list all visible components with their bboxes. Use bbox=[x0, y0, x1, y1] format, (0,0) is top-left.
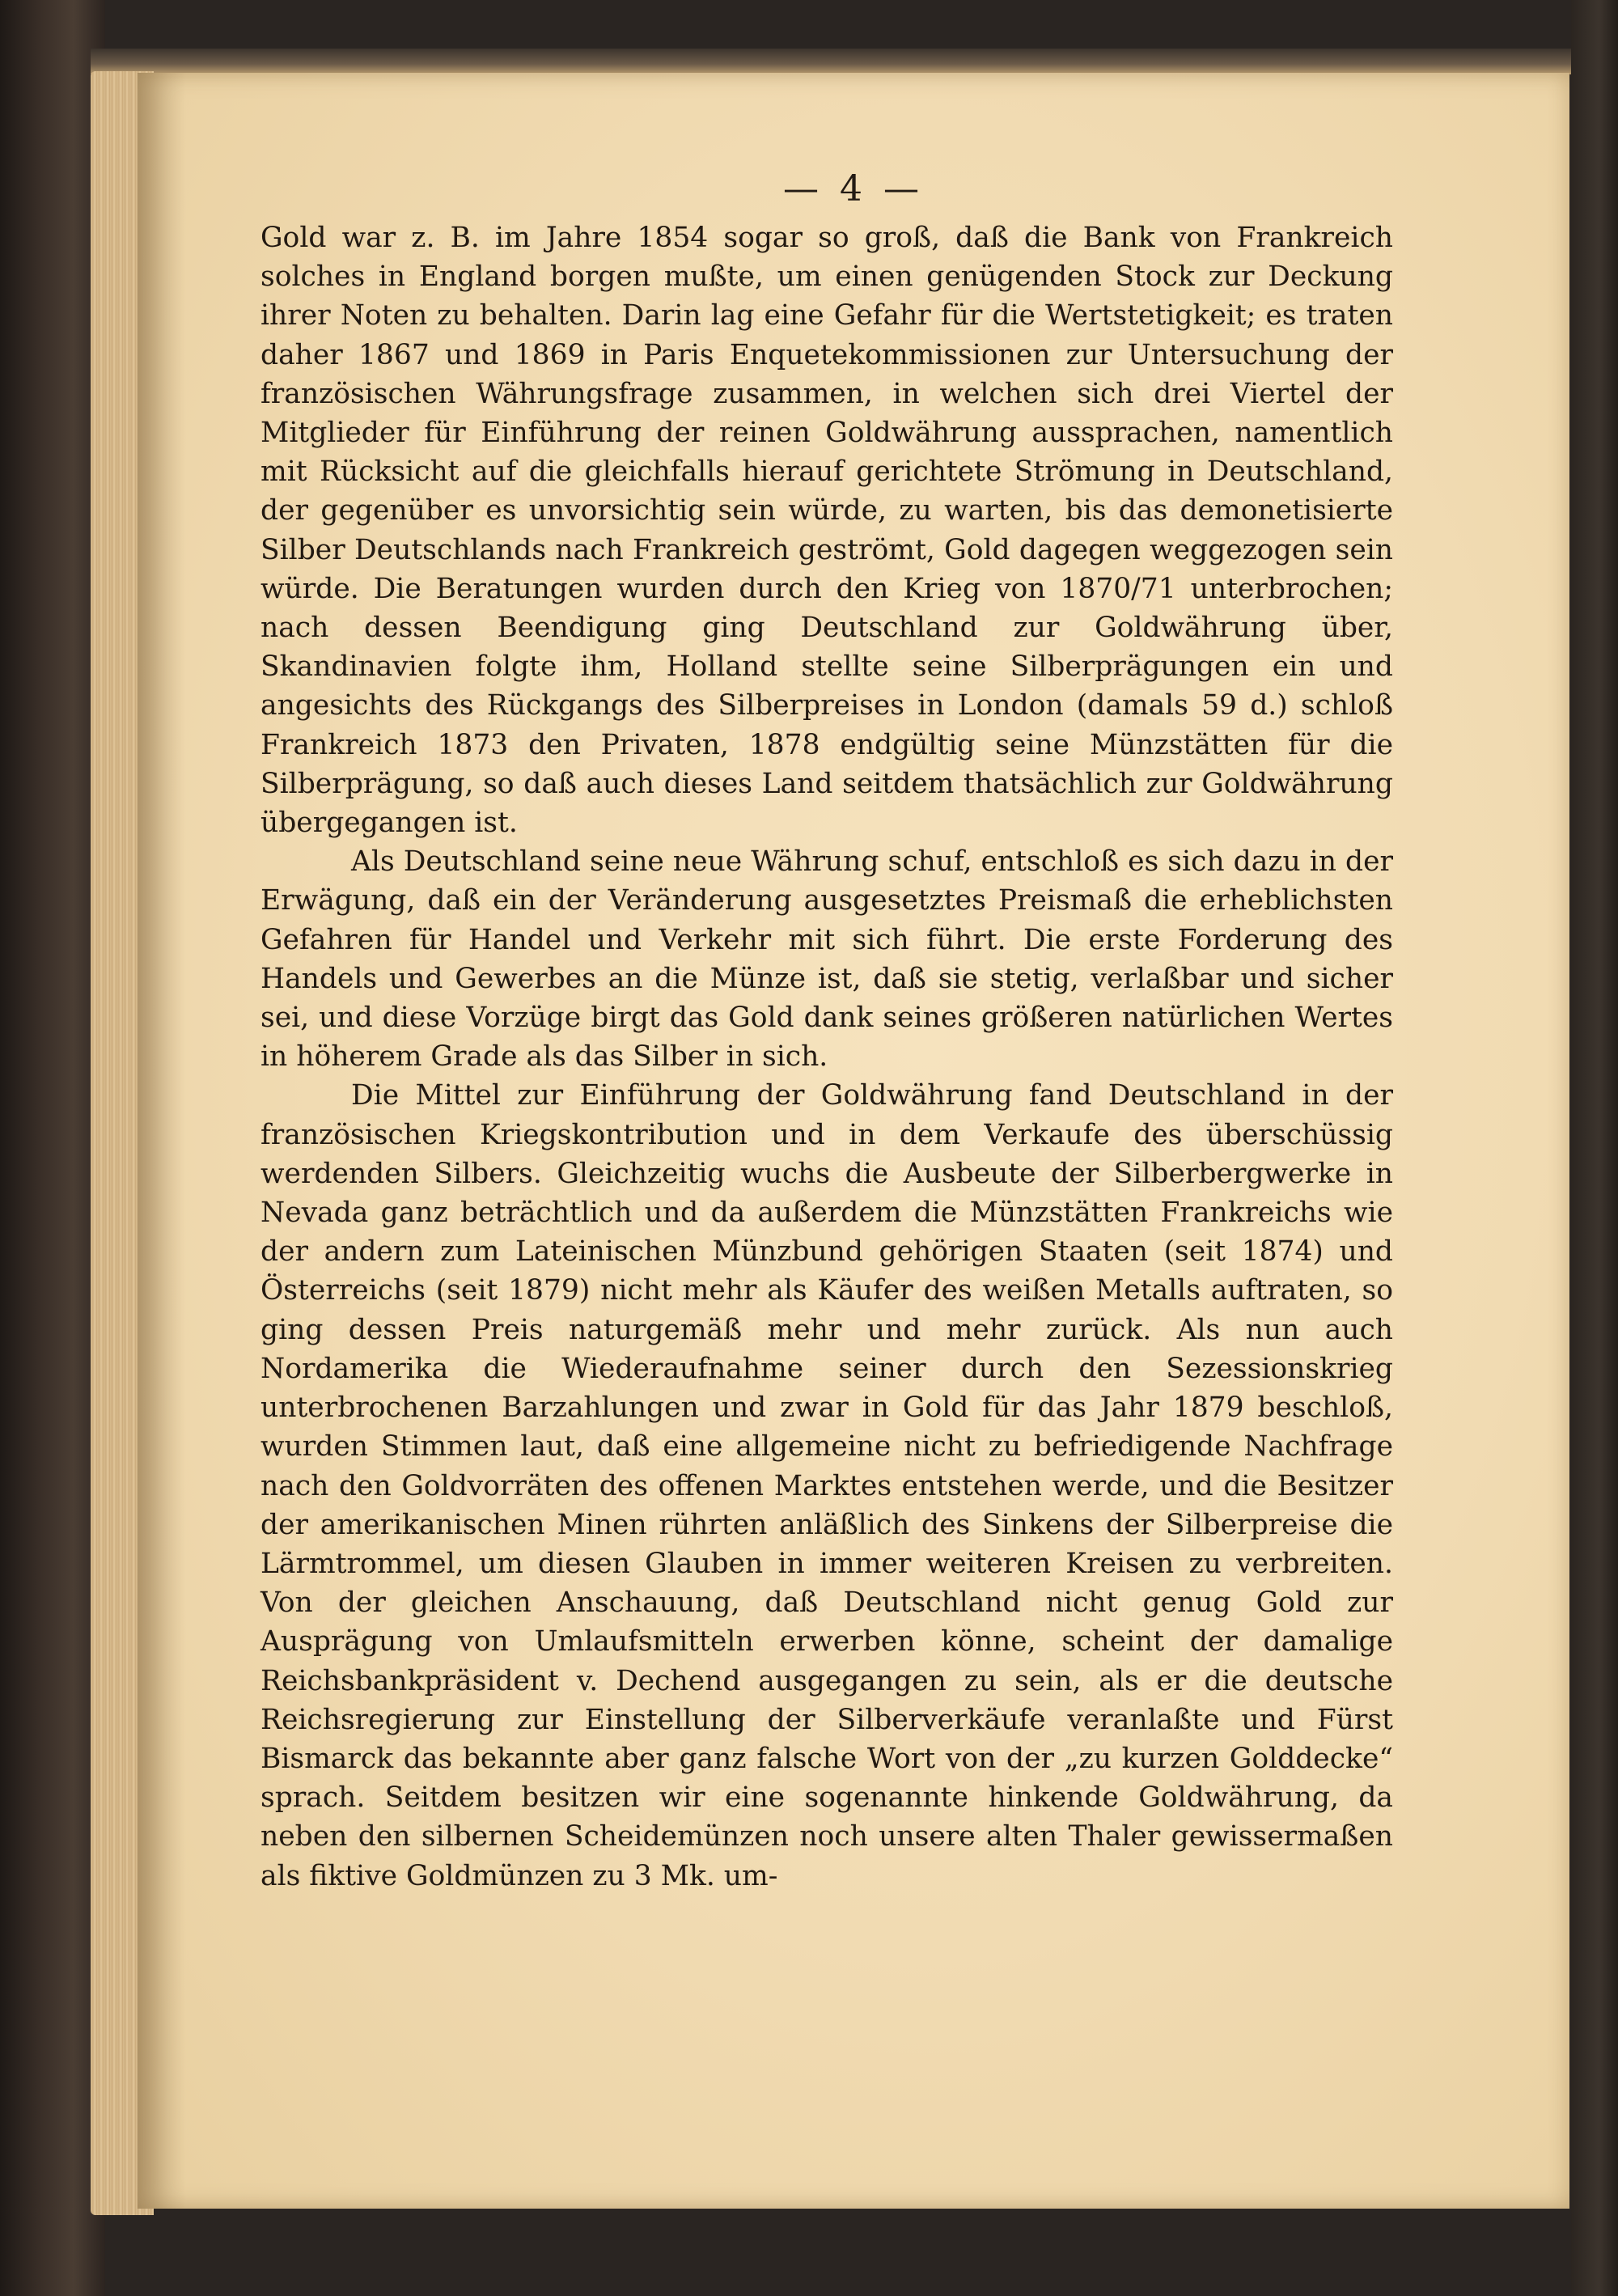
body-text bbox=[260, 218, 1393, 1896]
paragraph-2: Als Deutschland seine neue Währung schuf, entschloß es sich dazu in der Erwägung, daß ein der Veränderung ausgesetztes Preismaß die erheblichsten Gefahren für Handel und Verkehr mit sich führt. Die erste Forderung des Handels und Gewerbes an die Münze ist, daß sie stetig, verlaßbar und sicher sei, und diese Vorzüge birgt das Gold dank seines größeren natürlichen Wertes in höherem Grade als das Silber in sich. bbox=[260, 845, 1393, 1074]
page-number: — 4 — bbox=[783, 168, 924, 210]
paragraph-1: Gold war z. B. im Jahre 1854 sogar so groß, daß die Bank von Frankreich solches in England borgen mußte, um einen genügenden Stock zur Deckung ihrer Noten zu behalten. Darin lag eine Gefahr für die Wertstetigkeit; es traten daher 1867 und 1869 in Paris Enquetekommissionen zur Untersuchung der französischen Währungsfrage zusammen, in welchen sich drei Viertel der Mitglieder für Einführung der reinen Goldwährung aussprachen, namentlich mit Rücksicht auf die gleichfalls hierauf gerichtete Strömung in Deutschland, der gegenüber es unvorsichtig sein würde, zu warten, bis das demonetisierte Silber Deutschlands nach Frankreich geströmt, Gold dagegen weggezogen sein würde. Die Beratungen wurden durch den Krieg von 1870/71 unterbrochen; nach dessen Beendigung ging Deutschland zur Goldwährung über, Skandinavien folgte ihm, Holland stellte seine Silberprägungen ein und angesichts des Rückgangs des Silberpreises in London (damals 59 d.) schloß Frankreich 1873 den Privaten, 1878 endgültig seine Münzstätten für die Silberprägung, so daß auch dieses Land seitdem thatsächlich zur Goldwährung übergegangen ist. bbox=[260, 222, 1393, 840]
paragraph-3: Die Mittel zur Einführung der Goldwährung fand Deutschland in der französischen Kriegskontribution und in dem Verkaufe des überschüssig werdenden Silbers. Gleichzeitig wuchs die Ausbeute der Silberbergwerke in Nevada ganz beträchtlich und da außerdem die Münzstätten Frankreichs wie der andern zum Lateinischen Münzbund gehörigen Staaten (seit 1874) und Österreichs (seit 1879) nicht mehr als Käufer des weißen Metalls auftraten, so ging dessen Preis naturgemäß mehr und mehr zurück. Als nun auch Nordamerika die Wiederaufnahme seiner durch den Sezessionskrieg unterbrochenen Barzahlungen und zwar in Gold für das Jahr 1879 beschloß, wurden Stimmen laut, daß eine allgemeine nicht zu befriedigende Nachfrage nach den Goldvorräten des offenen Marktes entstehen werde, und die Besitzer der amerikanischen Minen rührten anläßlich des Sinkens der Silberpreise die Lärmtrommel, um diesen Glauben in immer weiteren Kreisen zu verbreiten. Von der gleichen Anschauung, daß Deutschland nicht genug Gold zur Ausprägung von Umlaufsmitteln erwerben könne, scheint der damalige Reichsbankpräsident v. Dechend ausgegangen zu sein, als er die deutsche Reichsregierung zur Einstellung der Silberverkäufe veranlaßte und Fürst Bismarck das bekannte aber ganz falsche Wort von der „zu kurzen Golddecke“ sprach. Seitdem besitzen wir eine sogenannte hinkende Goldwährung, da neben den silbernen Scheidemünzen noch unsere alten Thaler gewissermaßen als fiktive Goldmünzen zu 3 Mk. um- bbox=[260, 1079, 1393, 1892]
gutter-shadow bbox=[138, 73, 186, 2209]
right-edge bbox=[1571, 0, 1618, 2296]
book-binding bbox=[0, 0, 105, 2296]
page-top-edge bbox=[91, 49, 1571, 74]
